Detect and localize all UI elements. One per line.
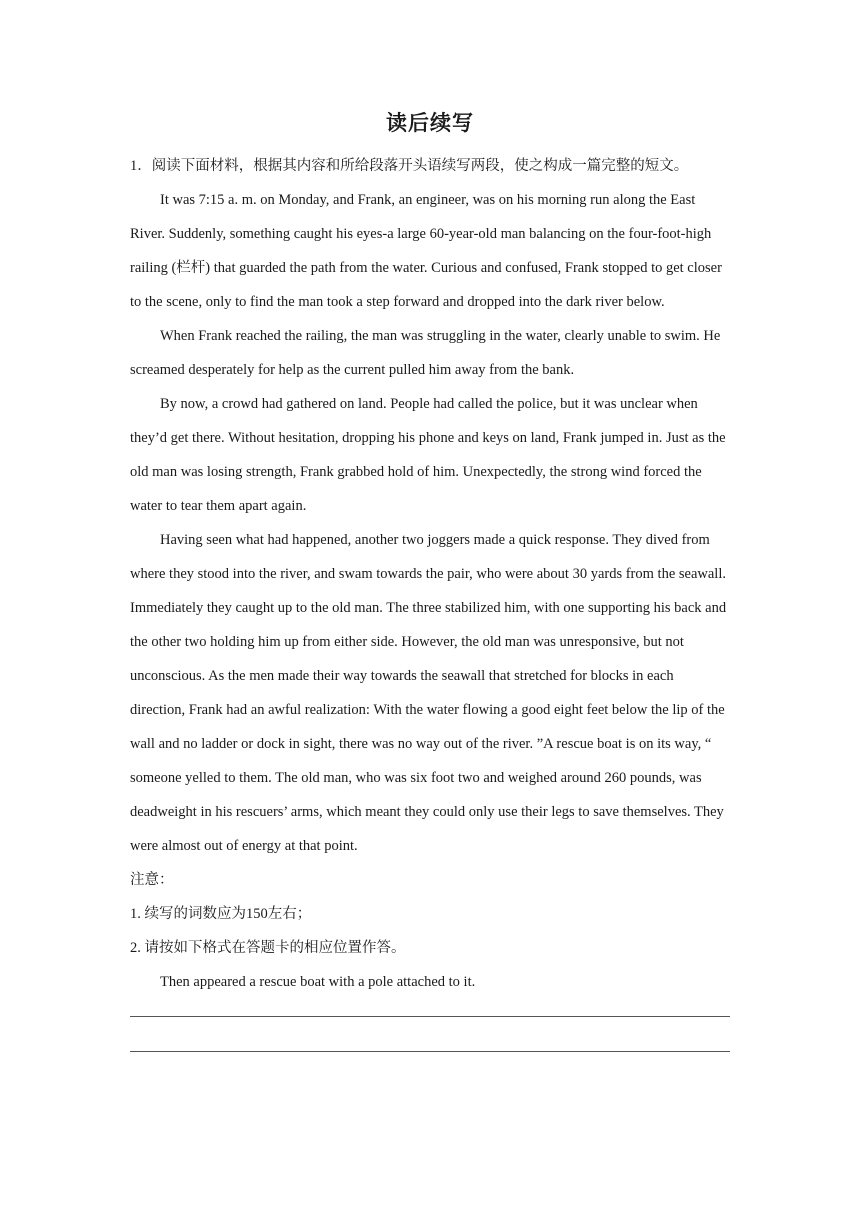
note-item-2: 2. 请按如下格式在答题卡的相应位置作答。 <box>130 940 406 956</box>
answer-line-2[interactable] <box>130 1051 730 1052</box>
notes-heading: 注意： <box>130 872 174 888</box>
passage-paragraph-1: It was 7:15 a. m. on Monday, and Frank, an engineer, was on his morning run along the East River. Suddenly, something caught his eyes-a large 60-year-old man balancing on the four-foot-high railing (栏杆) that guarded the path from the water. Curious and confused, Frank stopped to get closer to the scene, only to find the man took a step forward and dropped into the dark river below. <box>130 192 722 310</box>
passage-paragraph-2: When Frank reached the railing, the man was struggling in the water, clearly unable to swim. He screamed desperately for help as the current pulled him away from the bank. <box>130 328 721 378</box>
worksheet-page <box>130 108 730 1052</box>
note-item-1: 1. 续写的词数应为150左右； <box>130 906 312 922</box>
question-instruction: 1．阅读下面材料，根据其内容和所给段落开头语续写两段，使之构成一篇完整的短文。 <box>130 158 689 174</box>
page-title: 读后续写 <box>386 111 474 135</box>
continuation-opening-line: Then appeared a rescue boat with a pole attached to it. <box>160 974 476 990</box>
passage-paragraph-3: By now, a crowd had gathered on land. People had called the police, but it was unclear when they’d get there. Without hesitation, dropping his phone and keys on land, Frank jumped in. Just as the old man was losing strength, Frank grabbed hold of him. Unexpectedly, the strong wind forced the water to tear them apart again. <box>130 396 726 514</box>
answer-line-1[interactable] <box>130 1016 730 1017</box>
passage-paragraph-4: Having seen what had happened, another two joggers made a quick response. They dived from where they stood into the river, and swam towards the pair, who were about 30 yards from the seawall. Immediately they caught up to the old man. The three stabilized him, with one supporting his back and the other two holding him up from either side. However, the old man was unresponsive, but not unconscious. As the men made their way towards the seawall that stretched for blocks in each direction, Frank had an awful realization: With the water flowing a good eight feet below the lip of the wall and no ladder or dock in sight, there was no way out of the river. ”A rescue boat is on its way, “ someone yelled to them. The old man, who was six foot two and weighed around 260 pounds, was deadweight in his rescuers’ arms, which meant they could only use their legs to save themselves. They were almost out of energy at that point. <box>130 532 727 854</box>
